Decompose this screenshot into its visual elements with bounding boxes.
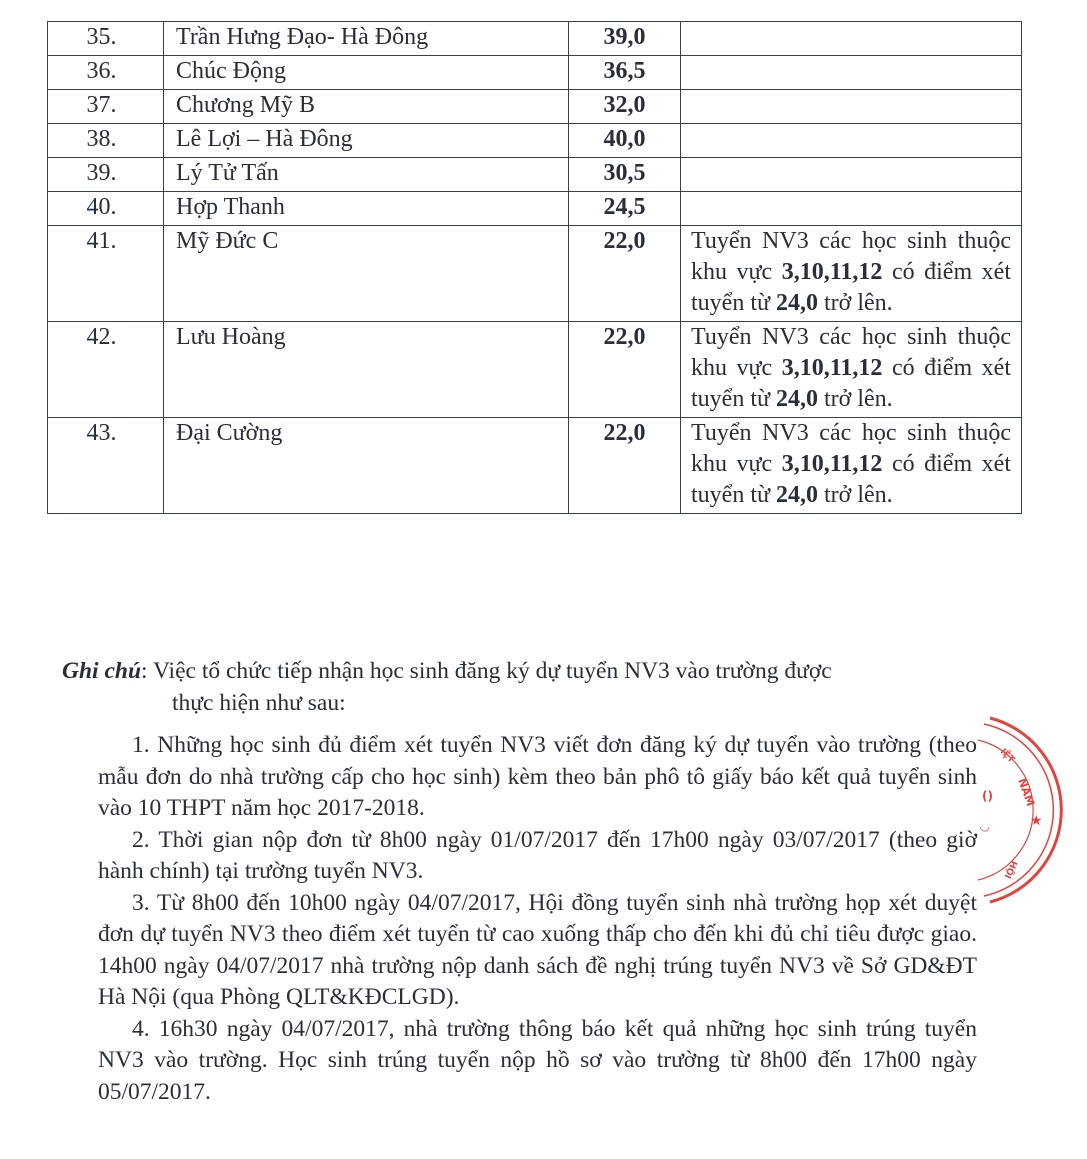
svg-text:★: ★ <box>1030 813 1043 829</box>
note-areas: 3,10,11,12 <box>781 355 883 381</box>
school-name: Lý Tử Tấn <box>164 158 569 192</box>
row-number: 39. <box>48 158 164 192</box>
note-text: trở lên. <box>818 290 893 316</box>
svg-text:IỆT: IỆT <box>997 747 1017 766</box>
score: 40,0 <box>569 124 681 158</box>
note-item-1: 1. Những học sinh đủ điểm xét tuyển NV3 viết đơn đăng ký dự tuyển vào trường (theo mẫu đơn do nhà trường cấp cho học sinh) kèm theo bản phô tô giấy báo kết quả tuyển sinh vào 10 THPT năm học 2017-2018. <box>98 732 977 821</box>
notes-label: Ghi chú <box>62 658 142 684</box>
note-cell <box>681 158 1022 192</box>
note-text: có điểm xét tuyển từ <box>691 355 1011 412</box>
table-row <box>48 22 1022 56</box>
row-number: 42. <box>48 322 164 418</box>
note-cell <box>681 124 1022 158</box>
school-name: Đại Cường <box>164 418 569 514</box>
school-name: Lưu Hoàng <box>164 322 569 418</box>
note-item-3: 3. Từ 8h00 đến 10h00 ngày 04/07/2017, Hội đồng tuyển sinh nhà trường họp xét duyệt đơn dự tuyển NV3 theo điểm xét tuyển từ cao xuống thấp cho đến khi đủ chỉ tiêu được giao. 14h00 ngày 04/07/2017 nhà trường nộp danh sách đề nghị trúng tuyển NV3 về Sở GD&ĐT Hà Nội (qua Phòng QLT&KĐCLGD). <box>98 889 977 1010</box>
table-row <box>48 418 1022 514</box>
svg-text:NAM: NAM <box>1015 776 1038 808</box>
note-cell <box>681 56 1022 90</box>
red-seal-stamp-icon <box>960 710 1087 910</box>
note-areas: 3,10,11,12 <box>781 451 883 477</box>
note-areas: 3,10,11,12 <box>781 259 883 285</box>
notes-intro-text: : Việc tổ chức tiếp nhận học sinh đăng ký dự tuyển NV3 vào trường được <box>141 658 832 684</box>
notes-intro-continued: thực hiện như sau: <box>172 689 346 716</box>
note-text: có điểm xét tuyển từ <box>691 451 1011 508</box>
score: 32,0 <box>569 90 681 124</box>
note-text: trở lên. <box>818 482 893 508</box>
row-number: 40. <box>48 192 164 226</box>
school-name: Lê Lợi – Hà Đông <box>164 124 569 158</box>
notes-intro <box>62 656 977 688</box>
row-number: 37. <box>48 90 164 124</box>
svg-text:◡: ◡ <box>980 819 990 833</box>
notes-section <box>62 656 977 1108</box>
table-row <box>48 124 1022 158</box>
note-text: Tuyển NV3 các học sinh thuộc khu vực <box>691 420 1011 477</box>
note-text: có điểm xét tuyển từ <box>691 259 1011 316</box>
note-text: Tuyển NV3 các học sinh thuộc khu vực <box>691 324 1011 381</box>
row-number: 38. <box>48 124 164 158</box>
note-item-4: 4. 16h30 ngày 04/07/2017, nhà trường thông báo kết quả những học sinh trúng tuyển NV3 vào trường. Học sinh trúng tuyển nộp hồ sơ vào trường từ 8h00 đến 17h00 ngày 05/07/2017. <box>98 1015 977 1105</box>
school-name: Trần Hưng Đạo- Hà Đông <box>164 22 569 56</box>
row-number: 41. <box>48 226 164 322</box>
score: 22,0 <box>569 226 681 322</box>
school-name: Mỹ Đức C <box>164 226 569 322</box>
row-number: 36. <box>48 56 164 90</box>
table-row <box>48 192 1022 226</box>
score: 22,0 <box>569 322 681 418</box>
table-row <box>48 56 1022 90</box>
note-cell <box>681 22 1022 56</box>
note-min-score: 24,0 <box>776 386 818 412</box>
note-item-2: 2. Thời gian nộp đơn từ 8h00 ngày 01/07/2017 đến 17h00 ngày 03/07/2017 (theo giờ hành chính) tại trường tuyển NV3. <box>98 826 977 884</box>
note-cell <box>681 418 1022 514</box>
score: 30,5 <box>569 158 681 192</box>
note-cell <box>681 322 1022 418</box>
table-row <box>48 322 1022 418</box>
score: 22,0 <box>569 418 681 514</box>
school-name: Chúc Động <box>164 56 569 90</box>
row-number: 43. <box>48 418 164 514</box>
note-text: trở lên. <box>818 386 893 412</box>
table-row <box>48 158 1022 192</box>
score: 36,5 <box>569 56 681 90</box>
table-row <box>48 226 1022 322</box>
note-min-score: 24,0 <box>776 482 818 508</box>
note-cell <box>681 192 1022 226</box>
note-cell <box>681 90 1022 124</box>
school-name: Hợp Thanh <box>164 192 569 226</box>
note-cell <box>681 226 1022 322</box>
score: 24,5 <box>569 192 681 226</box>
school-name: Chương Mỹ B <box>164 90 569 124</box>
svg-text:HỘI: HỘI <box>1001 858 1019 880</box>
row-number: 35. <box>48 22 164 56</box>
score: 39,0 <box>569 22 681 56</box>
note-text: Tuyển NV3 các học sinh thuộc khu vực <box>691 228 1011 285</box>
note-min-score: 24,0 <box>776 290 818 316</box>
svg-text:(): () <box>982 789 993 803</box>
table-row <box>48 90 1022 124</box>
admission-scores-table <box>47 21 1022 514</box>
